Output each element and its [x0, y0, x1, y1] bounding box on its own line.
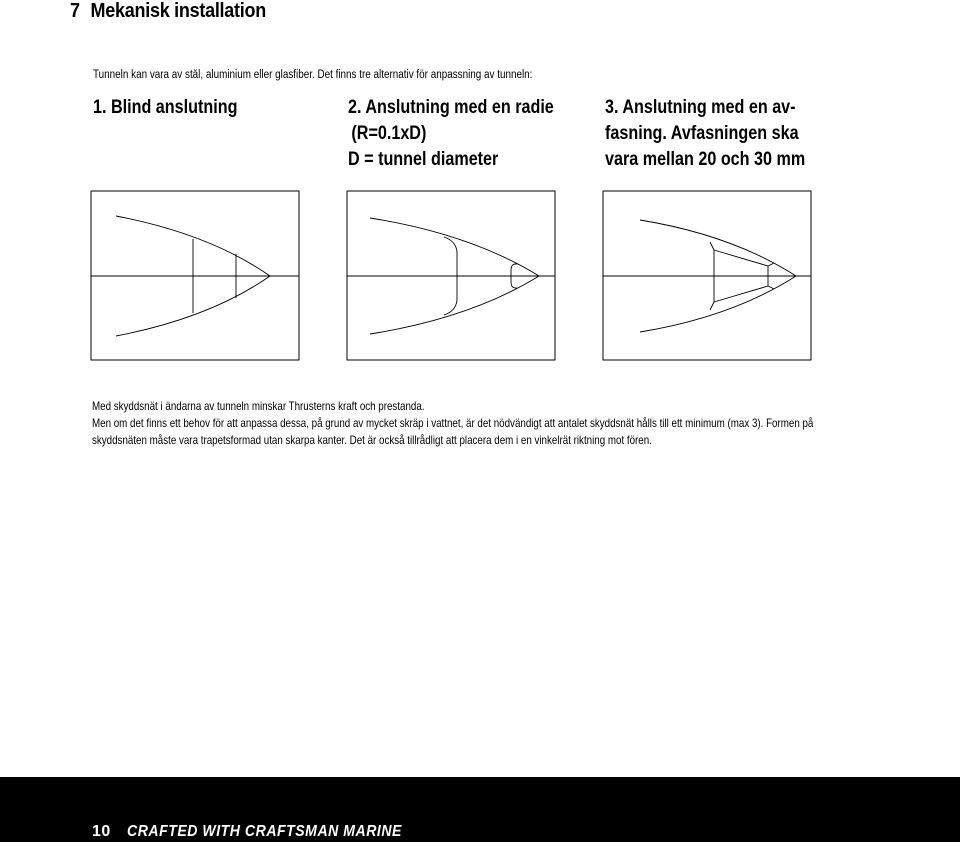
body-text: [92, 398, 817, 449]
option-3-line-1: 3. Anslutning med en av-: [605, 97, 796, 118]
blind-connection-diagram: [90, 190, 302, 362]
page-number: 10: [92, 823, 111, 840]
option-1-heading: [93, 95, 237, 121]
page-footer: [0, 777, 960, 842]
section-title: Mekanisk installation: [90, 0, 266, 22]
chamfer-connection-diagram: [602, 190, 814, 362]
option-2-line-3: D = tunnel diameter: [348, 149, 499, 170]
option-2-line-1: 2. Anslutning med en radie: [348, 97, 554, 118]
radius-connection-diagram: [346, 190, 558, 362]
option-3-line-2: fasning. Avfasningen ska: [605, 123, 799, 144]
section-heading: [70, 0, 266, 23]
option-3-line-3: vara mellan 20 och 30 mm: [605, 149, 806, 170]
option-1-line-1: 1. Blind anslutning: [93, 97, 238, 118]
paragraph-2: Men om det finns ett behov för att anpassa dessa, på grund av mycket skräp i vattnet, är det nödvändigt att antalet skyddsnät hålls till ett minimum (max 3). Formen på skyddsnäten måste vara trapetsformad utan skarpa kanter. Det är också tillrådligt att placera dem i en vinkelrät riktning mot fören.: [92, 416, 814, 447]
intro-text: Tunneln kan vara av stål, aluminium eller glasfiber. Det finns tre alternativ för anpassning av tunneln:: [93, 69, 533, 81]
option-2-line-2: (R=0.1xD): [351, 123, 427, 144]
option-2-heading: [348, 95, 554, 173]
brand-tagline: CRAFTED WITH CRAFTSMAN MARINE: [127, 823, 402, 840]
option-3-heading: [605, 95, 805, 173]
paragraph-1: Med skyddsnät i ändarna av tunneln minskar Thrusterns kraft och prestanda.: [92, 399, 425, 413]
section-number: 7: [70, 0, 80, 22]
